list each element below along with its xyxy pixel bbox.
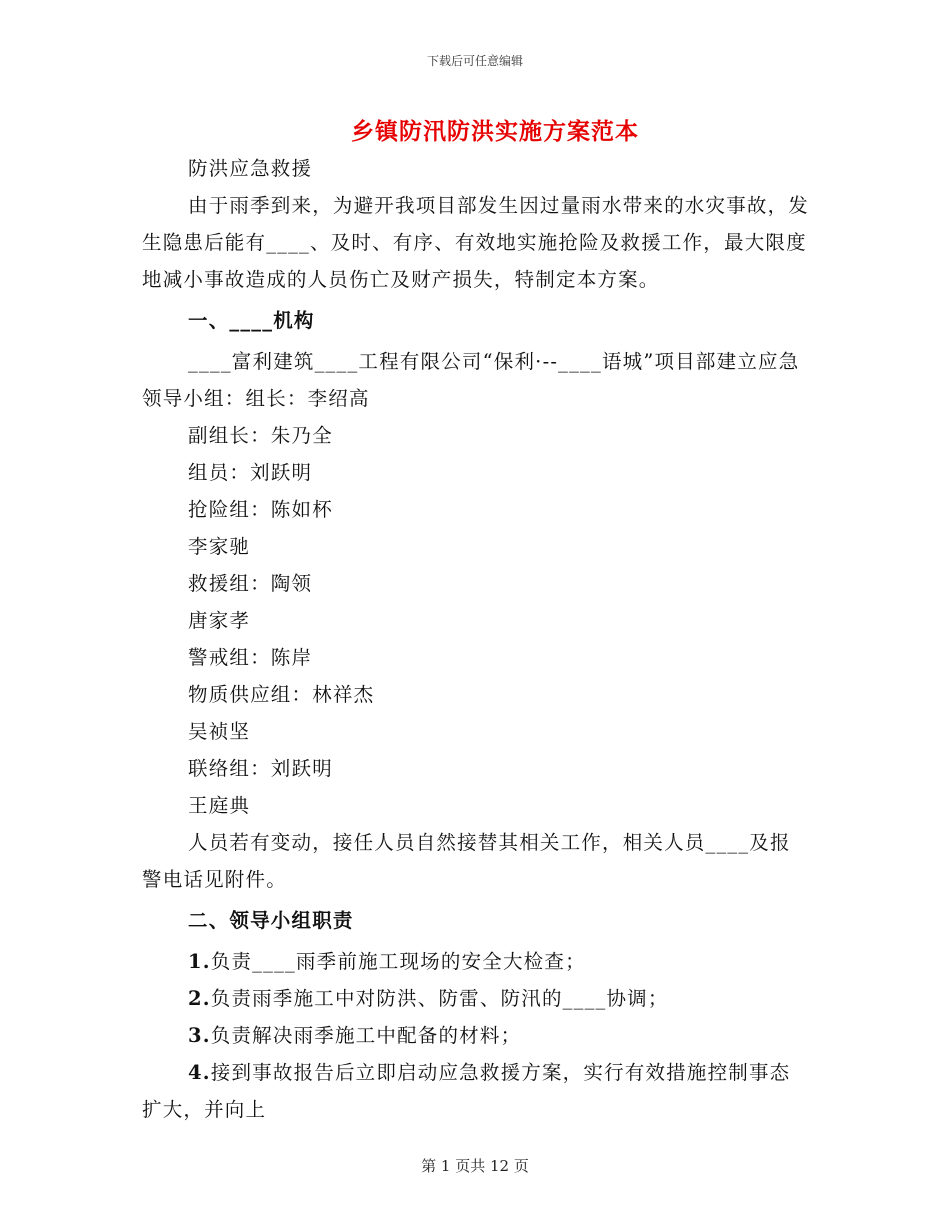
member-line: 王庭典 bbox=[188, 794, 251, 817]
member-line: 联络组：刘跃明 bbox=[188, 757, 333, 780]
duty-number: 2. bbox=[188, 987, 211, 1010]
duty-number: 3. bbox=[188, 1024, 211, 1047]
member-line: 李家驰 bbox=[188, 535, 251, 558]
duty-number: 1. bbox=[188, 950, 211, 973]
org-intro-paragraph: ____富利建筑____工程有限公司“保利·--____语城”项目部建立应急领导小组：组长：李绍高 bbox=[142, 350, 800, 410]
member-line: 组员：刘跃明 bbox=[188, 461, 313, 484]
duty-text: 接到事故报告后立即启动应急救援方案，实行有效措施控制事态扩大，并向上 bbox=[142, 1061, 791, 1121]
member-line: 唐家孝 bbox=[188, 609, 251, 632]
duty-text: 负责解决雨季施工中配备的材料； bbox=[210, 1024, 522, 1047]
member-line: 警戒组：陈岸 bbox=[188, 646, 313, 669]
section2-heading: 二、领导小组职责 bbox=[188, 909, 354, 932]
duty-item bbox=[142, 1017, 810, 1054]
member-line: 吴祯坚 bbox=[188, 720, 251, 743]
personnel-note: 人员若有变动，接任人员自然接替其相关工作，相关人员____及报警电话见附件。 bbox=[142, 831, 791, 891]
member-line: 副组长：朱乃全 bbox=[188, 424, 333, 447]
intro-paragraph: 由于雨季到来，为避开我项目部发生因过量雨水带来的水灾事故，发生隐患后能有____、及时、有序、有效地实施抢险及救援工作，最大限度地减小事故造成的人员伤亡及财产损失，特制定本方案。 bbox=[142, 194, 810, 291]
duty-number: 4. bbox=[188, 1061, 211, 1084]
duty-text: 负责____雨季前施工现场的安全大检查； bbox=[210, 950, 586, 973]
member-line: 救援组：陶领 bbox=[188, 572, 313, 595]
subtitle: 防洪应急救援 bbox=[188, 157, 313, 180]
header-note: 下载后可任意编辑 bbox=[426, 54, 523, 68]
document-body bbox=[142, 150, 810, 1128]
member-line: 抢险组：陈如杯 bbox=[188, 498, 333, 521]
page-footer: 第 1 页共 12 页 bbox=[421, 1157, 529, 1175]
duty-text: 负责雨季施工中对防洪、防雷、防汛的____协调； bbox=[210, 987, 669, 1010]
duty-item bbox=[142, 943, 810, 980]
duty-item bbox=[142, 1054, 810, 1128]
section1-heading: 一、____机构 bbox=[188, 309, 315, 332]
document-title: 乡镇防汛防洪实施方案范本 bbox=[351, 118, 639, 145]
duty-item bbox=[142, 980, 810, 1017]
member-line: 物质供应组：林祥杰 bbox=[188, 683, 375, 706]
